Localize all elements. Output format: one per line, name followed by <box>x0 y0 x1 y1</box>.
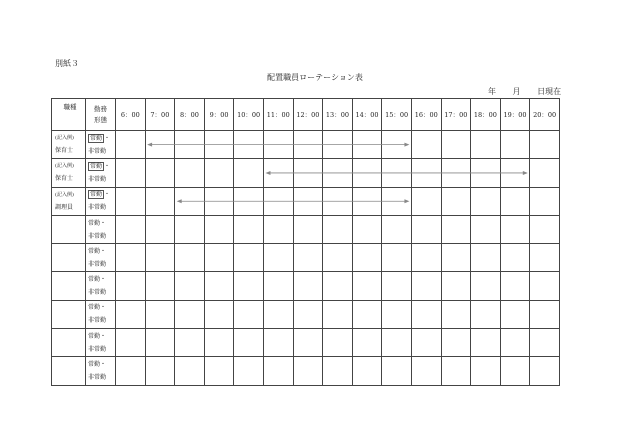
time-cell[interactable] <box>441 272 471 300</box>
cell-kinmu[interactable] <box>86 329 116 357</box>
table-row <box>52 187 560 215</box>
time-cell[interactable] <box>263 159 293 187</box>
time-cell[interactable] <box>234 357 264 385</box>
date-day: 日現在 <box>537 87 562 96</box>
time-cell[interactable] <box>263 215 293 243</box>
time-cell[interactable] <box>500 300 530 328</box>
time-cell[interactable] <box>382 244 412 272</box>
kinmu-separator: ・ <box>100 332 107 340</box>
time-cell[interactable] <box>293 329 323 357</box>
col-header-shokushu: 職種 <box>52 99 86 131</box>
hour-header: 17：00 <box>441 99 471 131</box>
time-cell[interactable] <box>530 159 560 187</box>
time-cell[interactable] <box>323 159 353 187</box>
time-cell[interactable] <box>441 187 471 215</box>
cell-kinmu[interactable] <box>86 244 116 272</box>
time-cell[interactable] <box>145 131 175 159</box>
time-cell[interactable] <box>411 300 441 328</box>
time-cell[interactable] <box>145 215 175 243</box>
time-cell[interactable] <box>204 244 234 272</box>
time-cell[interactable] <box>352 159 382 187</box>
rotation-table <box>51 98 560 386</box>
hour-header: 11：00 <box>263 99 293 131</box>
time-cell[interactable] <box>293 187 323 215</box>
table-row <box>52 215 560 243</box>
hour-header: 8：00 <box>175 99 205 131</box>
kinmu-joukin: 常勤 <box>90 162 103 170</box>
time-cell[interactable] <box>411 272 441 300</box>
time-cell[interactable] <box>323 187 353 215</box>
time-cell[interactable] <box>145 272 175 300</box>
cell-shokushu[interactable] <box>52 159 86 187</box>
time-cell[interactable] <box>323 272 353 300</box>
example-label: (記入例) <box>55 191 74 198</box>
time-cell[interactable] <box>323 244 353 272</box>
time-cell[interactable] <box>441 300 471 328</box>
col-header-kinmu-line2: 形態 <box>94 115 107 124</box>
date-month: 月 <box>512 87 521 96</box>
kinmu-hijoukin: 非常勤 <box>88 317 107 325</box>
time-cell[interactable] <box>471 215 501 243</box>
table-row <box>52 272 560 300</box>
time-cell[interactable] <box>500 357 530 385</box>
kinmu-separator: ・ <box>104 162 111 170</box>
time-cell[interactable] <box>234 159 264 187</box>
time-cell[interactable] <box>382 215 412 243</box>
time-cell[interactable] <box>411 131 441 159</box>
time-cell[interactable] <box>441 329 471 357</box>
kinmu-separator: ・ <box>100 247 107 255</box>
time-cell[interactable] <box>234 272 264 300</box>
hour-header: 13：00 <box>323 99 353 131</box>
hour-header: 19：00 <box>500 99 530 131</box>
kinmu-joukin: 常勤 <box>88 276 101 284</box>
time-cell[interactable] <box>411 187 441 215</box>
hour-header: 15：00 <box>382 99 412 131</box>
kinmu-hijoukin: 非常勤 <box>88 175 107 183</box>
role-name: 保育士 <box>55 175 74 183</box>
time-cell[interactable] <box>382 357 412 385</box>
time-cell[interactable] <box>323 300 353 328</box>
time-cell[interactable] <box>352 215 382 243</box>
time-cell[interactable] <box>234 187 264 215</box>
kinmu-separator: ・ <box>100 304 107 312</box>
time-cell[interactable] <box>116 187 146 215</box>
time-cell[interactable] <box>263 244 293 272</box>
time-cell[interactable] <box>145 187 175 215</box>
time-cell[interactable] <box>471 131 501 159</box>
hour-header: 10：00 <box>234 99 264 131</box>
time-cell[interactable] <box>234 244 264 272</box>
time-cell[interactable] <box>263 357 293 385</box>
time-cell[interactable] <box>116 159 146 187</box>
time-cell[interactable] <box>352 131 382 159</box>
time-cell[interactable] <box>204 300 234 328</box>
cell-shokushu[interactable] <box>52 215 86 243</box>
time-cell[interactable] <box>234 300 264 328</box>
time-cell[interactable] <box>352 329 382 357</box>
hour-header: 14：00 <box>352 99 382 131</box>
time-cell[interactable] <box>234 215 264 243</box>
time-cell[interactable] <box>175 329 205 357</box>
date-year: 年 <box>488 87 496 96</box>
time-cell[interactable] <box>116 300 146 328</box>
time-cell[interactable] <box>175 187 205 215</box>
time-cell[interactable] <box>293 272 323 300</box>
kinmu-joukin: 常勤 <box>90 191 103 199</box>
hour-header: 16：00 <box>411 99 441 131</box>
cell-kinmu[interactable] <box>86 272 116 300</box>
time-cell[interactable] <box>441 215 471 243</box>
time-cell[interactable] <box>441 131 471 159</box>
time-cell[interactable] <box>263 300 293 328</box>
col-header-kinmu-line1: 勤務 <box>94 104 107 113</box>
table-row <box>52 300 560 328</box>
kinmu-joukin: 常勤 <box>88 332 101 340</box>
time-cell[interactable] <box>175 131 205 159</box>
page-title: 配置職員ローテーション表 <box>267 73 363 82</box>
table-row <box>52 329 560 357</box>
time-cell[interactable] <box>352 357 382 385</box>
time-cell[interactable] <box>382 329 412 357</box>
time-cell[interactable] <box>204 357 234 385</box>
time-cell[interactable] <box>471 357 501 385</box>
kinmu-hijoukin: 非常勤 <box>88 345 107 353</box>
header-row <box>52 99 560 131</box>
kinmu-separator: ・ <box>100 276 107 284</box>
cell-shokushu[interactable] <box>52 300 86 328</box>
time-cell[interactable] <box>500 272 530 300</box>
cell-kinmu[interactable] <box>86 131 116 159</box>
time-cell[interactable] <box>530 300 560 328</box>
time-cell[interactable] <box>471 244 501 272</box>
time-cell[interactable] <box>352 300 382 328</box>
time-cell[interactable] <box>145 244 175 272</box>
table-row <box>52 159 560 187</box>
time-cell[interactable] <box>293 244 323 272</box>
time-cell[interactable] <box>116 215 146 243</box>
time-cell[interactable] <box>293 159 323 187</box>
time-cell[interactable] <box>116 329 146 357</box>
time-cell[interactable] <box>323 131 353 159</box>
time-cell[interactable] <box>263 272 293 300</box>
time-cell[interactable] <box>293 131 323 159</box>
time-cell[interactable] <box>323 357 353 385</box>
time-cell[interactable] <box>530 131 560 159</box>
cell-shokushu[interactable] <box>52 329 86 357</box>
hour-header: 18：00 <box>471 99 501 131</box>
time-cell[interactable] <box>234 131 264 159</box>
time-cell[interactable] <box>352 244 382 272</box>
cell-kinmu[interactable] <box>86 187 116 215</box>
time-cell[interactable] <box>293 300 323 328</box>
hour-header: 12：00 <box>293 99 323 131</box>
time-cell[interactable] <box>441 244 471 272</box>
cell-kinmu[interactable] <box>86 300 116 328</box>
time-cell[interactable] <box>352 187 382 215</box>
time-cell[interactable] <box>441 357 471 385</box>
time-cell[interactable] <box>500 329 530 357</box>
time-cell[interactable] <box>175 300 205 328</box>
time-cell[interactable] <box>471 272 501 300</box>
time-cell[interactable] <box>411 329 441 357</box>
time-cell[interactable] <box>145 357 175 385</box>
time-cell[interactable] <box>323 329 353 357</box>
time-cell[interactable] <box>145 159 175 187</box>
time-cell[interactable] <box>175 357 205 385</box>
col-header-kinmu <box>86 99 116 131</box>
table-row <box>52 131 560 159</box>
time-cell[interactable] <box>411 159 441 187</box>
time-cell[interactable] <box>530 272 560 300</box>
time-cell[interactable] <box>500 244 530 272</box>
time-cell[interactable] <box>411 357 441 385</box>
kinmu-joukin: 常勤 <box>88 219 101 227</box>
kinmu-joukin: 常勤 <box>90 134 103 142</box>
time-cell[interactable] <box>204 329 234 357</box>
time-cell[interactable] <box>175 159 205 187</box>
cell-kinmu[interactable] <box>86 215 116 243</box>
time-cell[interactable] <box>116 244 146 272</box>
kinmu-hijoukin: 非常勤 <box>88 147 107 155</box>
kinmu-separator: ・ <box>100 361 107 369</box>
time-cell[interactable] <box>500 131 530 159</box>
hour-header: 20：00 <box>530 99 560 131</box>
kinmu-joukin: 常勤 <box>88 247 101 255</box>
cell-shokushu[interactable] <box>52 357 86 385</box>
role-name: 調理員 <box>55 203 74 211</box>
document-label: 別紙３ <box>55 59 79 68</box>
example-label: (記入例) <box>55 135 74 142</box>
time-cell[interactable] <box>382 131 412 159</box>
time-cell[interactable] <box>530 244 560 272</box>
time-cell[interactable] <box>145 329 175 357</box>
time-cell[interactable] <box>175 244 205 272</box>
kinmu-hijoukin: 非常勤 <box>88 260 107 268</box>
time-cell[interactable] <box>471 159 501 187</box>
example-label: (記入例) <box>55 163 74 170</box>
table-row <box>52 357 560 385</box>
time-cell[interactable] <box>204 272 234 300</box>
time-cell[interactable] <box>382 159 412 187</box>
time-cell[interactable] <box>471 300 501 328</box>
cell-shokushu[interactable] <box>52 187 86 215</box>
cell-kinmu[interactable] <box>86 159 116 187</box>
time-cell[interactable] <box>204 131 234 159</box>
kinmu-joukin: 常勤 <box>88 361 101 369</box>
kinmu-separator: ・ <box>104 134 111 142</box>
time-cell[interactable] <box>175 272 205 300</box>
time-cell[interactable] <box>530 329 560 357</box>
time-cell[interactable] <box>116 357 146 385</box>
time-cell[interactable] <box>500 159 530 187</box>
kinmu-separator: ・ <box>104 191 111 199</box>
time-cell[interactable] <box>293 357 323 385</box>
time-cell[interactable] <box>204 159 234 187</box>
time-cell[interactable] <box>530 357 560 385</box>
time-cell[interactable] <box>263 187 293 215</box>
time-cell[interactable] <box>204 215 234 243</box>
role-name: 保育士 <box>55 147 74 155</box>
time-cell[interactable] <box>175 215 205 243</box>
time-cell[interactable] <box>204 187 234 215</box>
kinmu-hijoukin: 非常勤 <box>88 204 107 212</box>
time-cell[interactable] <box>263 329 293 357</box>
time-cell[interactable] <box>145 300 175 328</box>
time-cell[interactable] <box>471 329 501 357</box>
cell-kinmu[interactable] <box>86 357 116 385</box>
kinmu-hijoukin: 非常勤 <box>88 232 107 240</box>
time-cell[interactable] <box>530 215 560 243</box>
time-cell[interactable] <box>382 272 412 300</box>
kinmu-separator: ・ <box>100 219 107 227</box>
time-cell[interactable] <box>293 215 323 243</box>
hour-header: 6：00 <box>116 99 146 131</box>
time-cell[interactable] <box>382 300 412 328</box>
cell-shokushu[interactable] <box>52 272 86 300</box>
time-cell[interactable] <box>323 215 353 243</box>
time-cell[interactable] <box>116 272 146 300</box>
table-row <box>52 244 560 272</box>
time-cell[interactable] <box>411 215 441 243</box>
time-cell[interactable] <box>530 187 560 215</box>
time-cell[interactable] <box>116 131 146 159</box>
time-cell[interactable] <box>500 187 530 215</box>
hour-header: 7：00 <box>145 99 175 131</box>
cell-shokushu[interactable] <box>52 244 86 272</box>
time-cell[interactable] <box>234 329 264 357</box>
time-cell[interactable] <box>263 131 293 159</box>
time-cell[interactable] <box>352 272 382 300</box>
cell-shokushu[interactable] <box>52 131 86 159</box>
hour-header: 9：00 <box>204 99 234 131</box>
time-cell[interactable] <box>382 187 412 215</box>
kinmu-hijoukin: 非常勤 <box>88 289 107 297</box>
kinmu-joukin: 常勤 <box>88 304 101 312</box>
kinmu-hijoukin: 非常勤 <box>88 374 107 382</box>
time-cell[interactable] <box>471 187 501 215</box>
time-cell[interactable] <box>411 244 441 272</box>
time-cell[interactable] <box>500 215 530 243</box>
date-line <box>488 86 561 97</box>
time-cell[interactable] <box>441 159 471 187</box>
